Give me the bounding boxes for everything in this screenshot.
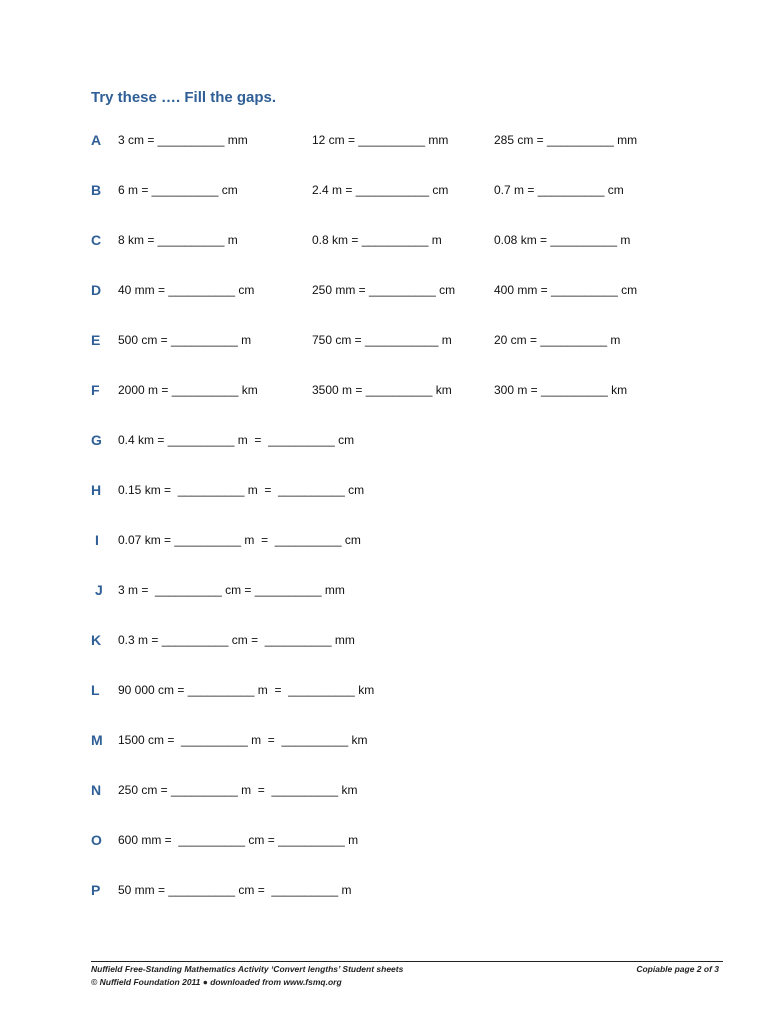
conversion-item: 0.07 km = __________ m = __________ cm — [118, 533, 361, 547]
exercise-letter: D — [91, 282, 102, 298]
exercise-row — [0, 730, 768, 750]
exercise-row — [0, 480, 768, 500]
exercise-letter: P — [91, 882, 101, 898]
conversion-item: 3 m = __________ cm = __________ mm — [118, 583, 345, 597]
conversion-item: 3500 m = __________ km — [312, 383, 452, 397]
conversion-item: 3 cm = __________ mm — [118, 133, 248, 147]
conversion-item: 500 cm = __________ m — [118, 333, 252, 347]
footer-copyright: © Nuffield Foundation 2011 ● downloaded from www.fsmq.org — [91, 977, 342, 987]
conversion-item: 250 cm = __________ m = __________ km — [118, 783, 358, 797]
exercise-letter: I — [95, 532, 99, 548]
exercise-letter: F — [91, 382, 100, 398]
conversion-item: 0.4 km = __________ m = __________ cm — [118, 433, 355, 447]
conversion-item: 20 cm = __________ m — [494, 333, 621, 347]
exercise-letter: N — [91, 782, 102, 798]
footer-page-number: Copiable page 2 of 3 — [636, 964, 719, 974]
conversion-item: 600 mm = __________ cm = __________ m — [118, 833, 359, 847]
exercise-letter: G — [91, 432, 102, 448]
exercise-row — [0, 130, 768, 150]
conversion-item: 0.08 km = __________ m — [494, 233, 631, 247]
exercise-letter: O — [91, 832, 102, 848]
exercise-letter: C — [91, 232, 102, 248]
conversion-item: 6 m = __________ cm — [118, 183, 238, 197]
conversion-item: 12 cm = __________ mm — [312, 133, 449, 147]
conversion-item: 8 km = __________ m — [118, 233, 238, 247]
footer-divider — [91, 961, 723, 962]
exercise-row — [0, 430, 768, 450]
conversion-item: 300 m = __________ km — [494, 383, 628, 397]
exercise-letter: B — [91, 182, 102, 198]
conversion-item: 250 mm = __________ cm — [312, 283, 456, 297]
exercise-row — [0, 380, 768, 400]
exercise-row — [0, 180, 768, 200]
exercise-row — [0, 530, 768, 550]
conversion-item: 50 mm = __________ cm = __________ m — [118, 883, 352, 897]
exercise-row — [0, 680, 768, 700]
exercise-row — [0, 280, 768, 300]
exercise-row — [0, 880, 768, 900]
exercise-letter: M — [91, 732, 103, 748]
conversion-item: 0.15 km = __________ m = __________ cm — [118, 483, 365, 497]
footer-activity: Nuffield Free-Standing Mathematics Activity ‘Convert lengths’ Student sheets — [91, 964, 404, 974]
conversion-item: 1500 cm = __________ m = __________ km — [118, 733, 368, 747]
conversion-item: 0.8 km = __________ m — [312, 233, 442, 247]
exercise-letter: L — [91, 682, 100, 698]
exercise-row — [0, 230, 768, 250]
exercise-row — [0, 630, 768, 650]
conversion-item: 2000 m = __________ km — [118, 383, 258, 397]
exercise-row — [0, 580, 768, 600]
exercise-row — [0, 830, 768, 850]
exercise-row — [0, 330, 768, 350]
worksheet-title: Try these …. Fill the gaps. — [91, 89, 277, 106]
exercise-letter: E — [91, 332, 101, 348]
conversion-item: 40 mm = __________ cm — [118, 283, 255, 297]
conversion-item: 90 000 cm = __________ m = __________ km — [118, 683, 375, 697]
exercise-letter: A — [91, 132, 102, 148]
conversion-item: 285 cm = __________ mm — [494, 133, 638, 147]
conversion-item: 750 cm = ___________ m — [312, 333, 452, 347]
exercise-letter: H — [91, 482, 102, 498]
exercise-row — [0, 780, 768, 800]
exercise-letter: J — [95, 582, 103, 598]
conversion-item: 0.3 m = __________ cm = __________ mm — [118, 633, 355, 647]
conversion-item: 2.4 m = ___________ cm — [312, 183, 449, 197]
exercise-letter: K — [91, 632, 102, 648]
conversion-item: 0.7 m = __________ cm — [494, 183, 624, 197]
conversion-item: 400 mm = __________ cm — [494, 283, 638, 297]
